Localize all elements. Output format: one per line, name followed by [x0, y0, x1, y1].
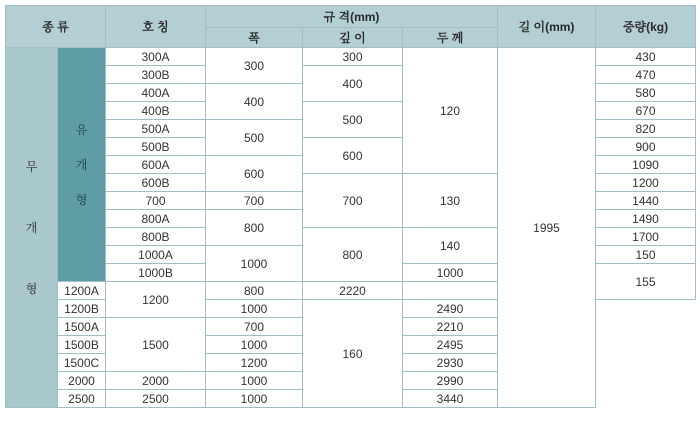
depth-cell: 700: [303, 174, 403, 228]
depth-cell: 1000: [403, 264, 498, 282]
weight-cell: 2930: [403, 354, 498, 372]
name-cell: 1000A: [106, 246, 206, 264]
name-cell: 2000: [58, 372, 106, 390]
name-cell: 300B: [106, 66, 206, 84]
thickness-cell: 130: [403, 174, 498, 228]
name-cell: 1200A: [58, 282, 106, 300]
thickness-cell: 155: [596, 264, 696, 300]
name-cell: 700: [106, 192, 206, 210]
name-cell: 600B: [106, 174, 206, 192]
name-cell: 400B: [106, 102, 206, 120]
weight-cell: 580: [596, 84, 696, 102]
kind-outer-cell: [6, 48, 58, 408]
name-cell: 600A: [106, 156, 206, 174]
width-cell: 2000: [106, 372, 206, 390]
thickness-cell: 120: [403, 48, 498, 174]
width-cell: 300: [206, 48, 303, 84]
weight-cell: 1440: [596, 192, 696, 210]
name-cell: 2500: [58, 390, 106, 408]
name-cell: 500A: [106, 120, 206, 138]
name-cell: 400A: [106, 84, 206, 102]
weight-cell: 670: [596, 102, 696, 120]
weight-cell: 2990: [403, 372, 498, 390]
weight-cell: 2220: [303, 282, 403, 300]
width-cell: 2500: [106, 390, 206, 408]
weight-cell: 430: [596, 48, 696, 66]
name-cell: 1200B: [58, 300, 106, 318]
weight-cell: 2490: [403, 300, 498, 318]
depth-cell: 1000: [206, 390, 303, 408]
thickness-cell: 150: [596, 246, 696, 264]
spec-table-container: [5, 5, 695, 422]
width-cell: 500: [206, 120, 303, 156]
kind-outer-char: 형: [25, 282, 38, 296]
table-row: [6, 48, 696, 66]
header-width: 폭: [206, 28, 303, 48]
header-kind: 종 류: [6, 6, 106, 48]
kind-outer-char: 무: [25, 160, 38, 174]
weight-cell: 1090: [596, 156, 696, 174]
depth-cell: 1200: [206, 354, 303, 372]
depth-cell: 500: [303, 102, 403, 138]
header-thickness: 두 께: [403, 28, 498, 48]
kind-inner-char: 개: [75, 158, 88, 172]
weight-cell: 2495: [403, 336, 498, 354]
width-cell: 1200: [106, 282, 206, 318]
weight-cell: 1490: [596, 210, 696, 228]
header-spec: 규 격(mm): [206, 6, 498, 28]
width-cell: 400: [206, 84, 303, 120]
name-cell: 800B: [106, 228, 206, 246]
width-cell: 1500: [106, 318, 206, 372]
depth-cell: 700: [206, 318, 303, 336]
name-cell: 300A: [106, 48, 206, 66]
thickness-cell: 160: [303, 300, 403, 408]
name-cell: 1500C: [58, 354, 106, 372]
header-name: 호 칭: [106, 6, 206, 48]
weight-cell: 2210: [403, 318, 498, 336]
weight-cell: 3440: [403, 390, 498, 408]
depth-cell: 1000: [206, 336, 303, 354]
header-length: 길 이(mm): [498, 6, 596, 48]
width-cell: 600: [206, 156, 303, 192]
name-cell: 800A: [106, 210, 206, 228]
kind-outer-char: 개: [25, 221, 38, 235]
weight-cell: 820: [596, 120, 696, 138]
weight-cell: 1700: [596, 228, 696, 246]
depth-cell: 800: [206, 282, 303, 300]
name-cell: 500B: [106, 138, 206, 156]
depth-cell: 600: [303, 138, 403, 174]
header-depth: 깊 이: [303, 28, 403, 48]
weight-cell: 1200: [596, 174, 696, 192]
kind-inner-cell: [58, 48, 106, 282]
depth-cell: 400: [303, 66, 403, 102]
depth-cell: 1000: [206, 300, 303, 318]
name-cell: 1500A: [58, 318, 106, 336]
width-cell: 1000: [206, 246, 303, 282]
spec-table: [5, 5, 696, 408]
depth-cell: 300: [303, 48, 403, 66]
depth-cell: 1000: [206, 372, 303, 390]
name-cell: 1500B: [58, 336, 106, 354]
kind-inner-char: 형: [75, 193, 88, 207]
name-cell: 1000B: [106, 264, 206, 282]
kind-inner-char: 유: [75, 123, 88, 137]
weight-cell: 470: [596, 66, 696, 84]
depth-cell: 800: [303, 228, 403, 282]
thickness-cell: 140: [403, 228, 498, 264]
width-cell: 800: [206, 210, 303, 246]
weight-cell: 900: [596, 138, 696, 156]
header-weight: 중량(kg): [596, 6, 696, 48]
width-cell: 700: [206, 192, 303, 210]
length-cell: 1995: [498, 48, 596, 408]
